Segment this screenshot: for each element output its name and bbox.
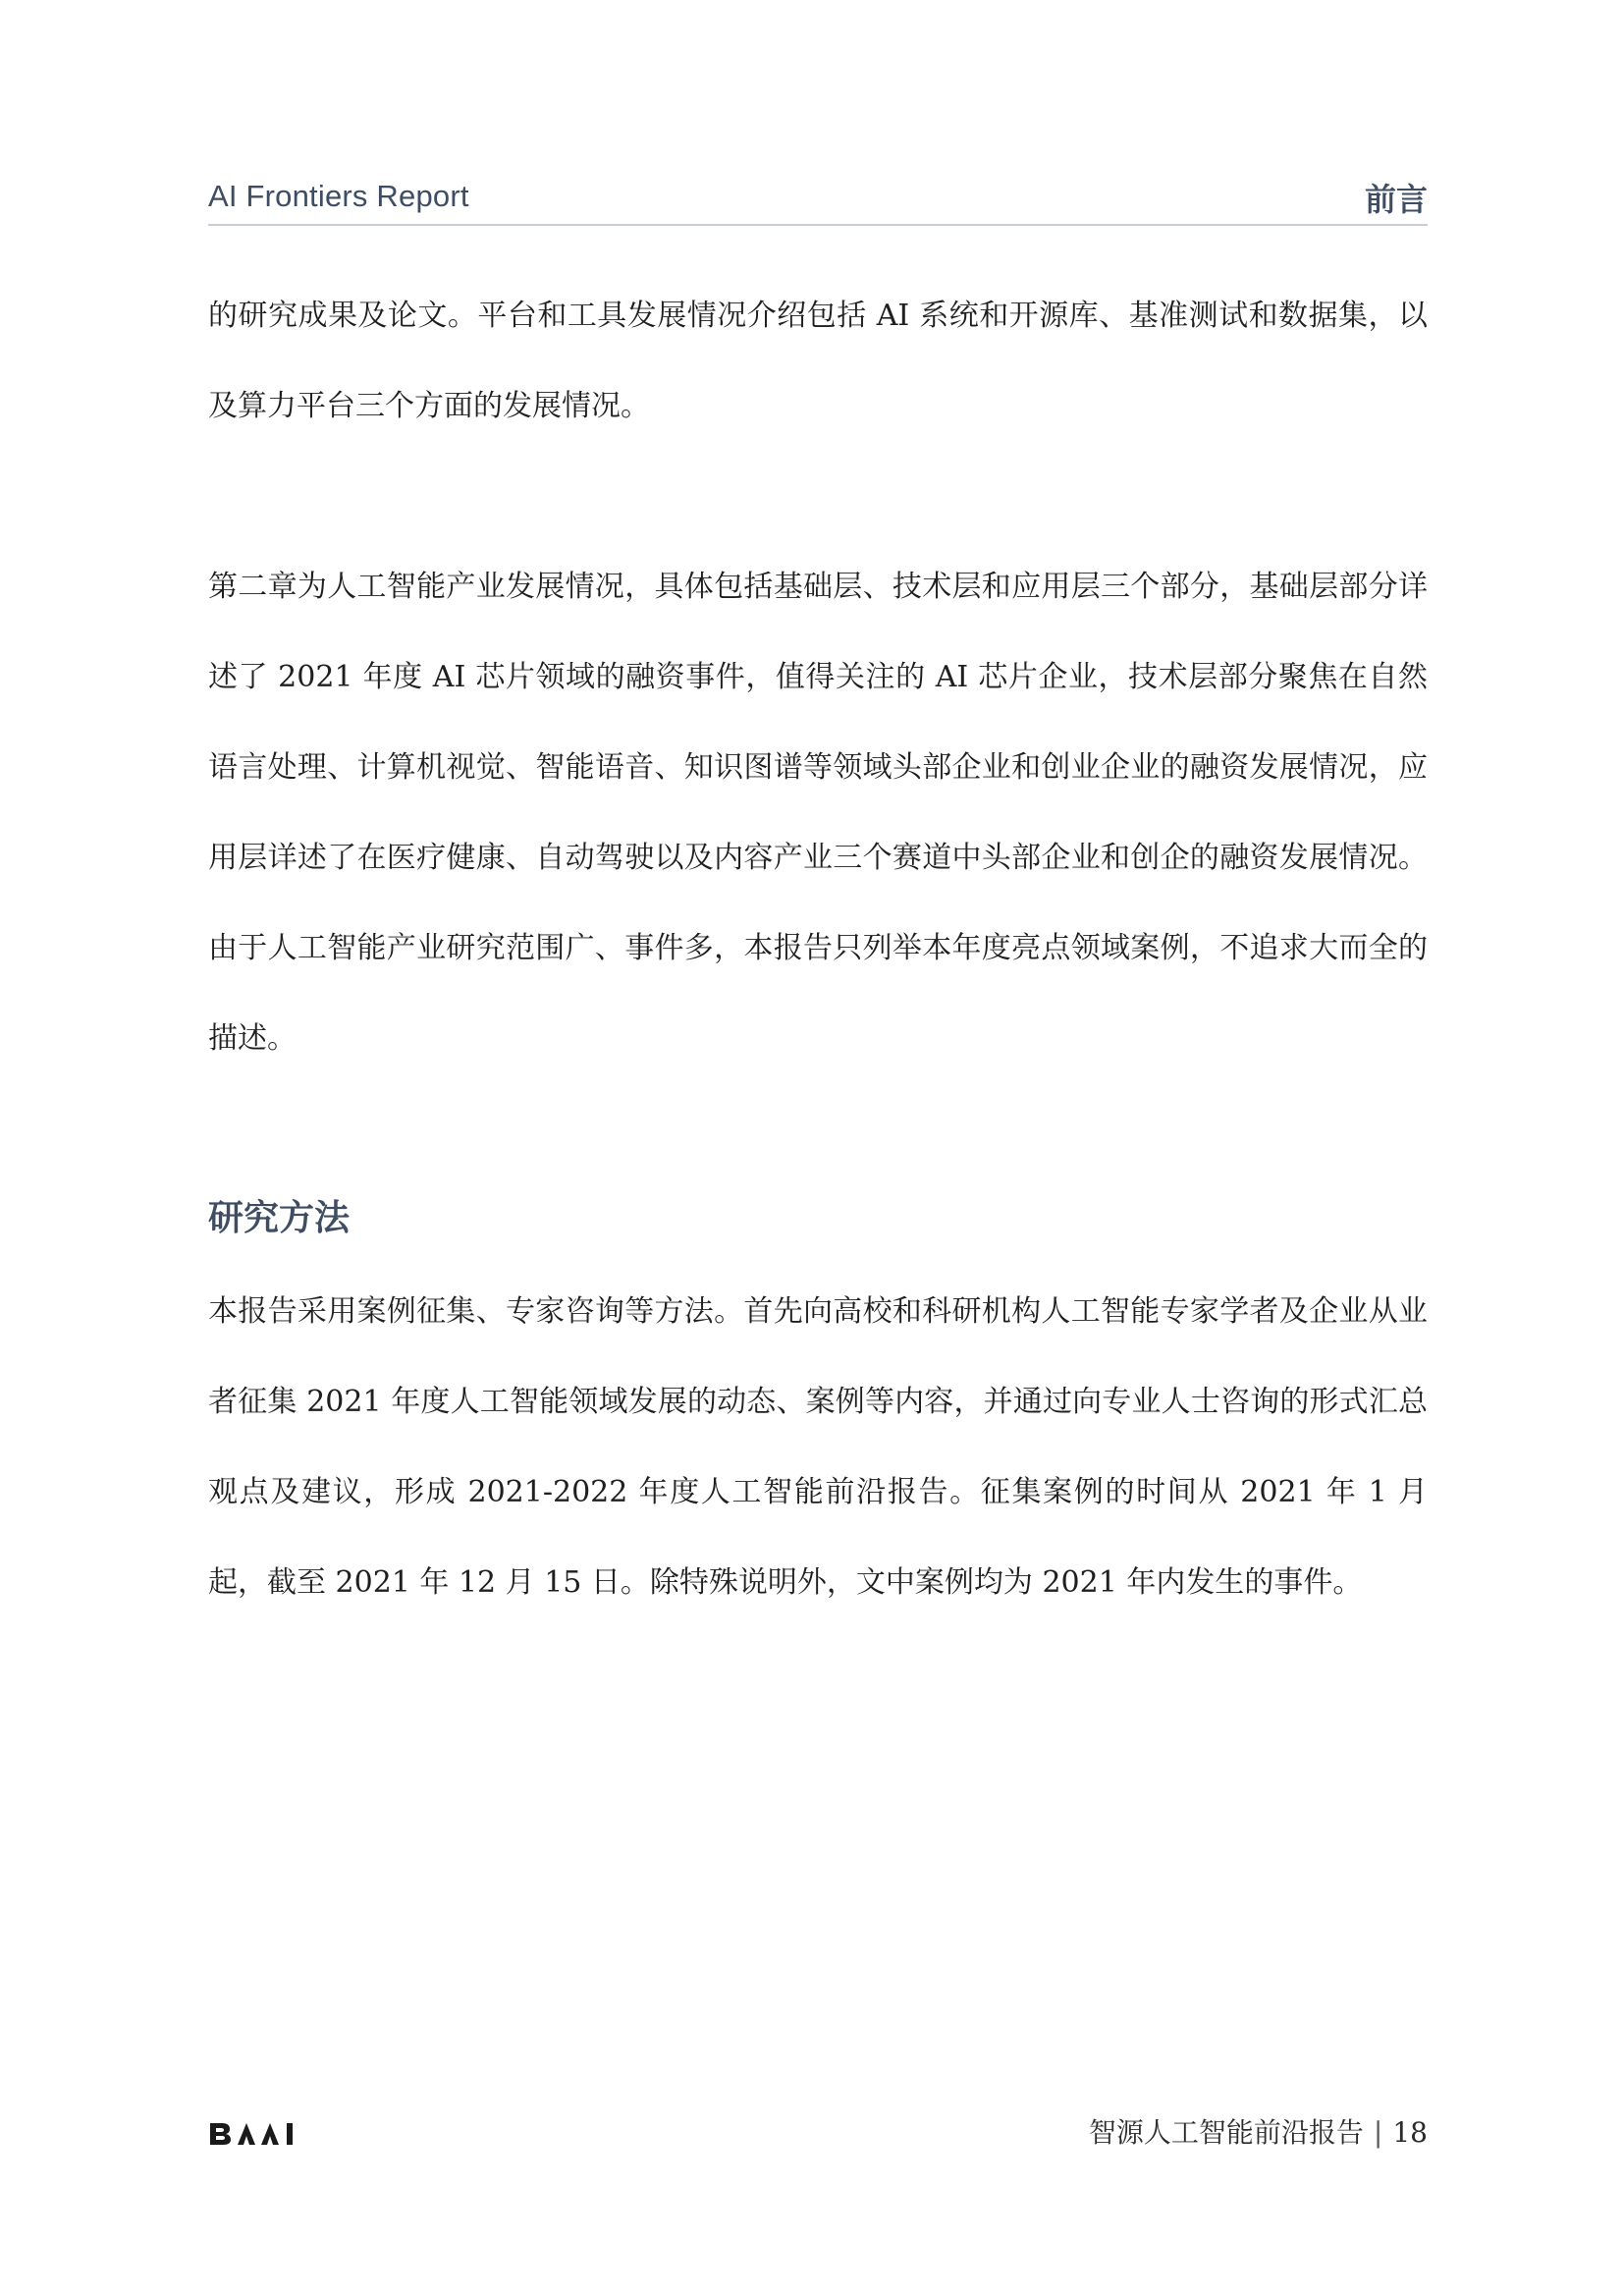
baai-logo — [208, 2121, 306, 2147]
page-number: 18 — [1392, 2116, 1428, 2149]
footer-report-name: 智源人工智能前沿报告 — [1088, 2116, 1364, 2149]
footer-page-info — [1089, 2111, 1428, 2151]
section-heading-research-method: 研究方法 — [208, 1197, 351, 1238]
footer-separator: | — [1373, 2116, 1383, 2149]
header-report-title: AI Frontiers Report — [208, 179, 469, 213]
body-paragraph-2: 第二章为人工智能产业发展情况，具体包括基础层、技术层和应用层三个部分，基础层部分详述了 2021 年度 AI 芯片领域的融资事件，值得关注的 AI 芯片企业，技术层部分聚焦在自然语言处理、计算机视觉、智能语音、知识图谱等领域头部企业和创业企业的融资发展情况，应用层详述了在医疗健康、自动驾驶以及内容产业三个赛道中头部企业和创企的融资发展情况。由于人工智能产业研究范围广、事件多，本报告只列举本年度亮点领域案例，不追求大而全的描述。 — [208, 570, 1428, 1056]
header-chapter-title: 前言 — [1364, 181, 1428, 218]
body-paragraph-1: 的研究成果及论文。平台和工具发展情况介绍包括 AI 系统和开源库、基准测试和数据集，以及算力平台三个方面的发展情况。 — [208, 299, 1428, 423]
body-paragraph-3: 本报告采用案例征集、专家咨询等方法。首先向高校和科研机构人工智能专家学者及企业从业者征集 2021 年度人工智能领域发展的动态、案例等内容，并通过向专业人士咨询的形式汇总观点及建议，形成 2021-2022 年度人工智能前沿报告。征集案例的时间从 2021 年 1 月起，截至 2021 年 12 月 15 日。除特殊说明外，文中案例均为 2021 年内发生的事件。 — [208, 1294, 1428, 1600]
page-header — [208, 173, 1428, 226]
